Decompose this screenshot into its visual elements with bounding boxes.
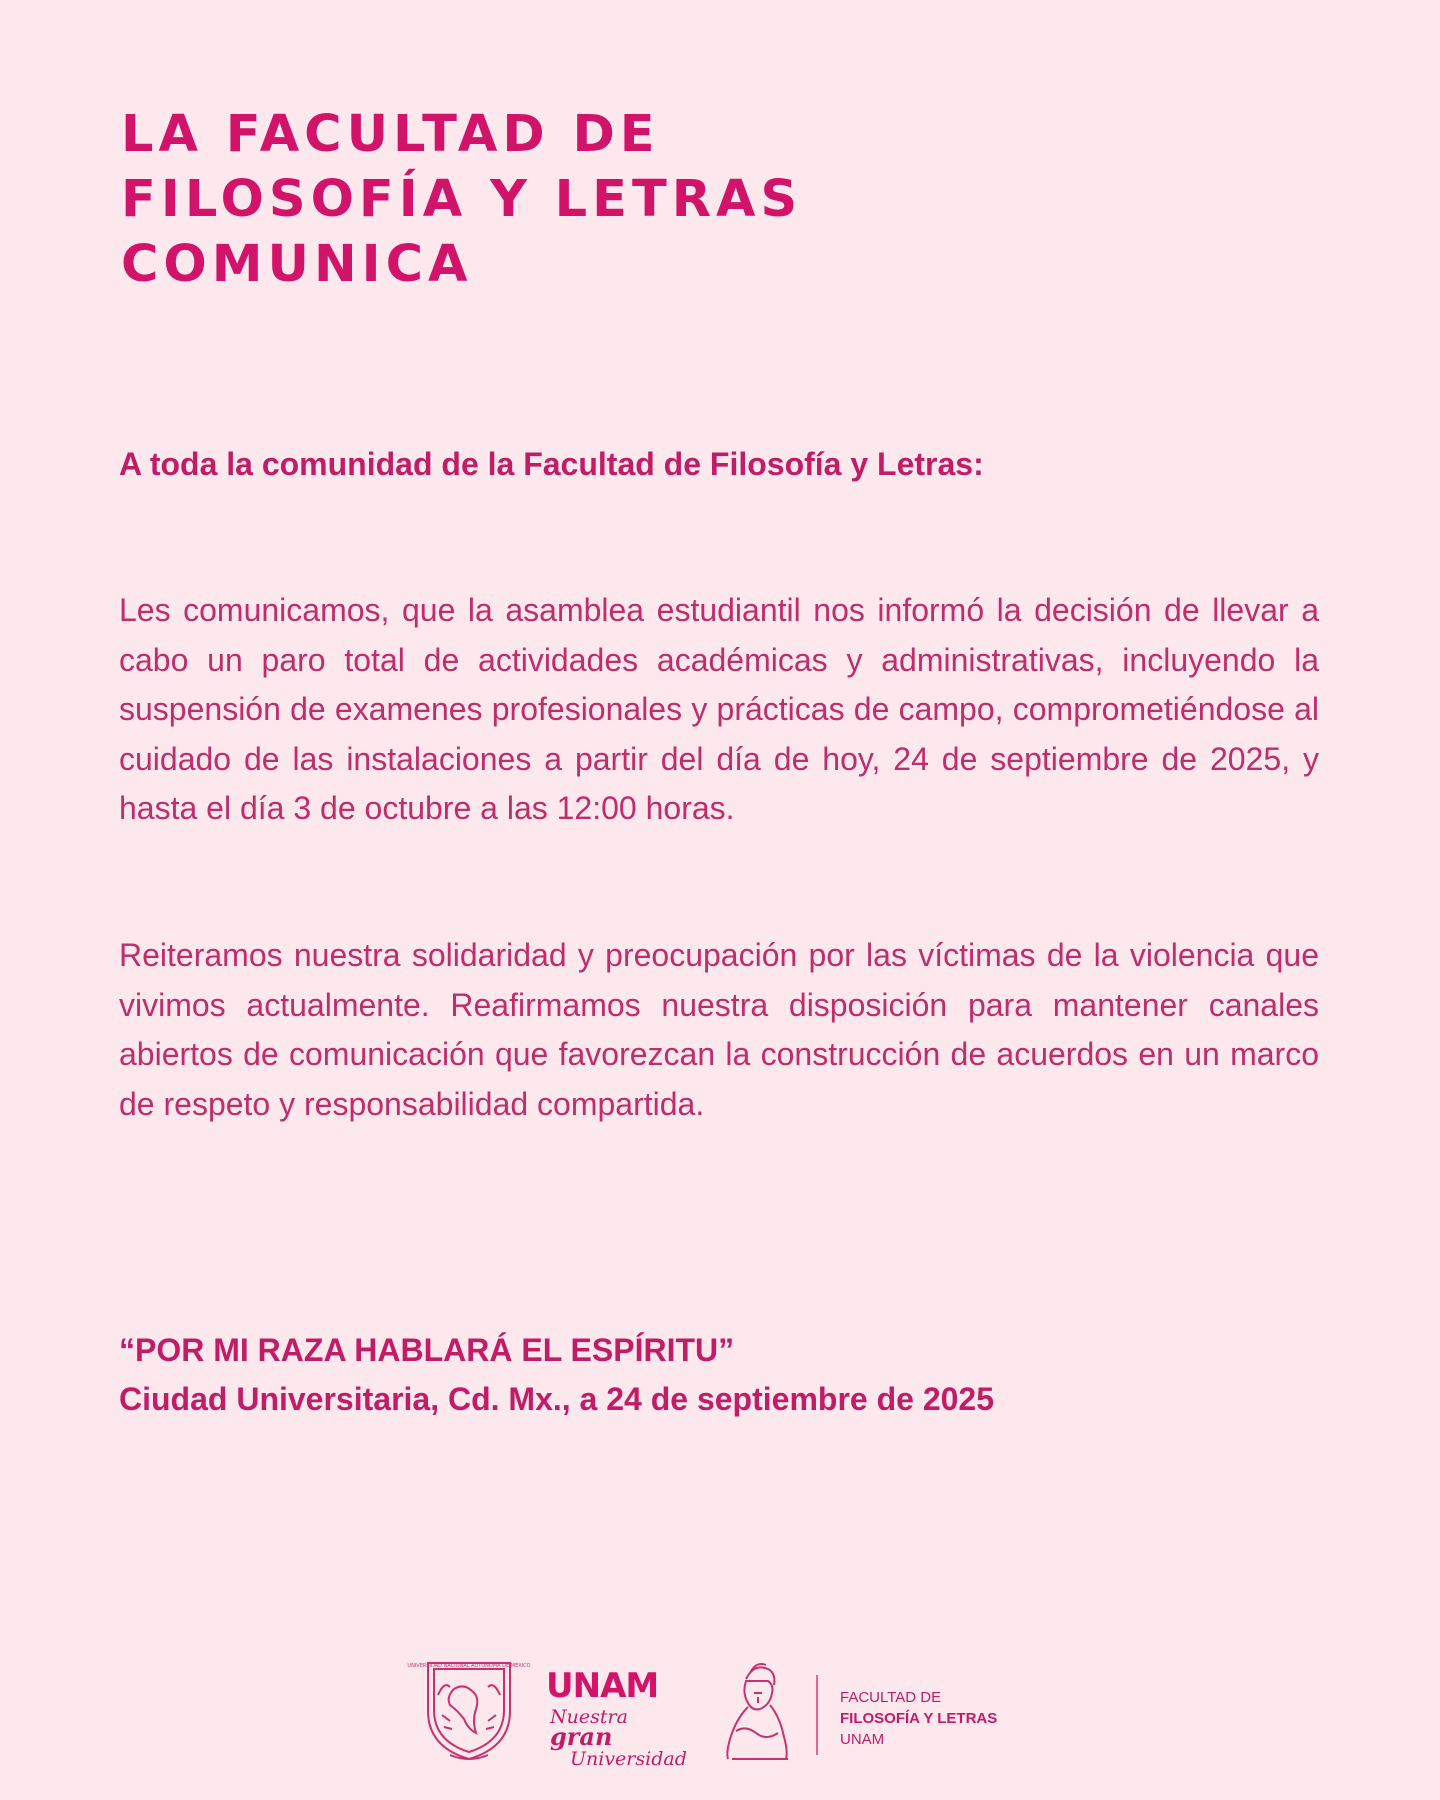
ffyl-line-1: FACULTAD DE [840,1689,942,1706]
seal-text: UNIVERSIDAD NACIONAL AUTÓNOMA DE MÉXICO [407,1663,531,1669]
page-title-line-1: LA FACULTAD DE [121,105,660,164]
place-date: Ciudad Universitaria, Cd. Mx., a 24 de septiembre de 2025 [119,1381,994,1417]
unam-wordmark [546,1666,687,1770]
ffyl-line-2: FILOSOFÍA Y LETRAS [840,1710,998,1727]
page-title-line-2: FILOSOFÍA Y LETRAS [121,170,803,229]
slogan-word-2: gran [550,1722,613,1751]
slogan-word-3: Universidad [570,1748,687,1770]
unam-name: UNAM [546,1666,659,1706]
logo-divider [816,1675,818,1755]
ffyl-line-3: UNAM [840,1731,885,1748]
body-paragraph-1: Les comunicamos, que la asamblea estudiantil nos informó la decisión de llevar a cabo un paro total de actividades académicas y administrativas, incluyendo la suspensión de examenes profesionales y prácticas de campo, comprometiéndose al cuidado de las instalaciones a partir del día de hoy, 24 de septiembre de 2025, y hasta el día 3 de octubre a las 12:00 horas. [119,592,1319,826]
greeting: A toda la comunidad de la Facultad de Filosofía y Letras: [119,446,984,482]
closing-block [119,1326,1319,1424]
footer-logos [407,1655,1040,1770]
unam-slogan [550,1706,687,1770]
ffyl-emblem-icon [716,1659,796,1763]
unam-seal-icon [407,1655,531,1763]
motto: “POR MI RAZA HABLARÁ EL ESPÍRITU” [119,1332,735,1368]
slogan-word-1: Nuestra [550,1706,628,1728]
ffyl-text [840,1687,1040,1750]
body-paragraph-2: Reiteramos nuestra solidaridad y preocupación por las víctimas de la violencia que vivimos actualmente. Reafirmamos nuestra disposición para mantener canales abiertos de comunicación que favorezcan la construcción de acuerdos en un marco de respeto y responsabilidad compartida. [119,937,1319,1122]
page-title-line-3: COMUNICA [121,235,473,294]
page-title [121,102,1021,297]
